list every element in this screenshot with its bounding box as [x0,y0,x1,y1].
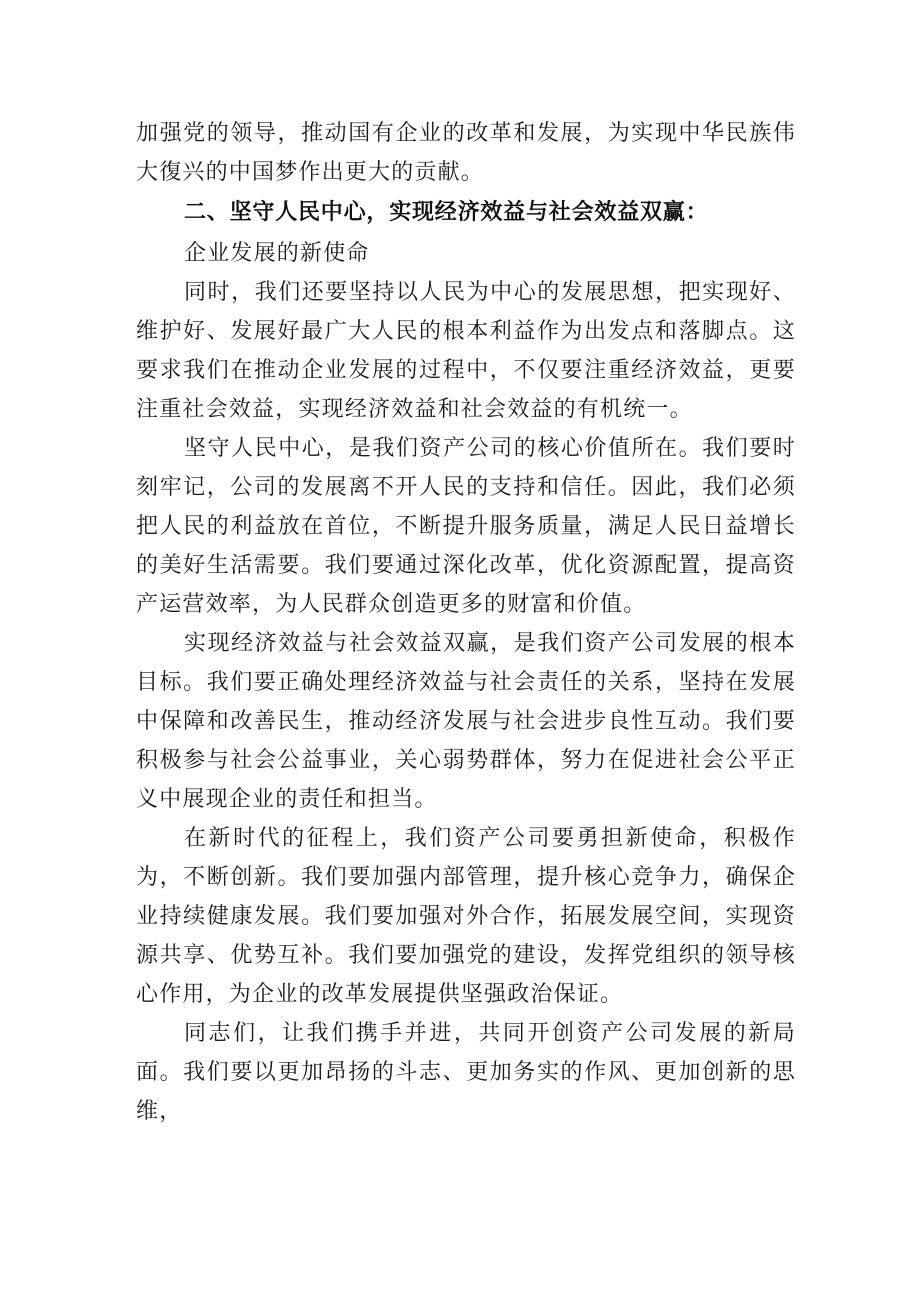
section-heading: 二、坚守人民中心，实现经济效益与社会效益双赢： [184,200,709,225]
paragraph-5: 同志们，让我们携手并进，共同开创资产公司发展的新局面。我们要以更加昂扬的斗志、更加务实的作风、更加创新的思维， [136,1021,796,1124]
paragraph-1: 同时，我们还要坚持以人民为中心的发展思想，把实现好、维护好、发展好最广大人民的根本利益作为出发点和落脚点。这要求我们在推动企业发展的过程中，不仅要注重经济效益，更要注重社会效益，实现经济效益和社会效益的有机统一。 [136,280,796,422]
document-body [136,114,796,1131]
section-subheading: 企业发展的新使命 [184,241,370,266]
paragraph-2: 坚守人民中心，是我们资产公司的核心价值所在。我们要时刻牢记，公司的发展离不开人民的支持和信任。因此，我们必须把人民的利益放在首位，不断提升服务质量，满足人民日益增长的美好生活需要。我们要通过深化改革，优化资源配置，提高资产运营效率，为人民群众创造更多的财富和价值。 [136,436,796,617]
paragraph-3: 实现经济效益与社会效益双赢，是我们资产公司发展的根本目标。我们要正确处理经济效益与社会责任的关系，坚持在发展中保障和改善民生，推动经济发展与社会进步良性互动。我们要积极参与社会公益事业，关心弱势群体，努力在促进社会公平正义中展现企业的责任和担当。 [136,631,796,812]
paragraph-continuation: 加强党的领导，推动国有企业的改革和发展，为实现中华民族伟大復兴的中国梦作出更大的贡献。 [136,121,796,185]
paragraph-4: 在新时代的征程上，我们资产公司要勇担新使命，积极作为，不断创新。我们要加强内部管理，提升核心竞争力，确保企业持续健康发展。我们要加强对外合作，拓展发展空间，实现资源共享、优势互补。我们要加强党的建设，发挥党组织的领导核心作用，为企业的改革发展提供坚强政治保证。 [136,826,796,1007]
